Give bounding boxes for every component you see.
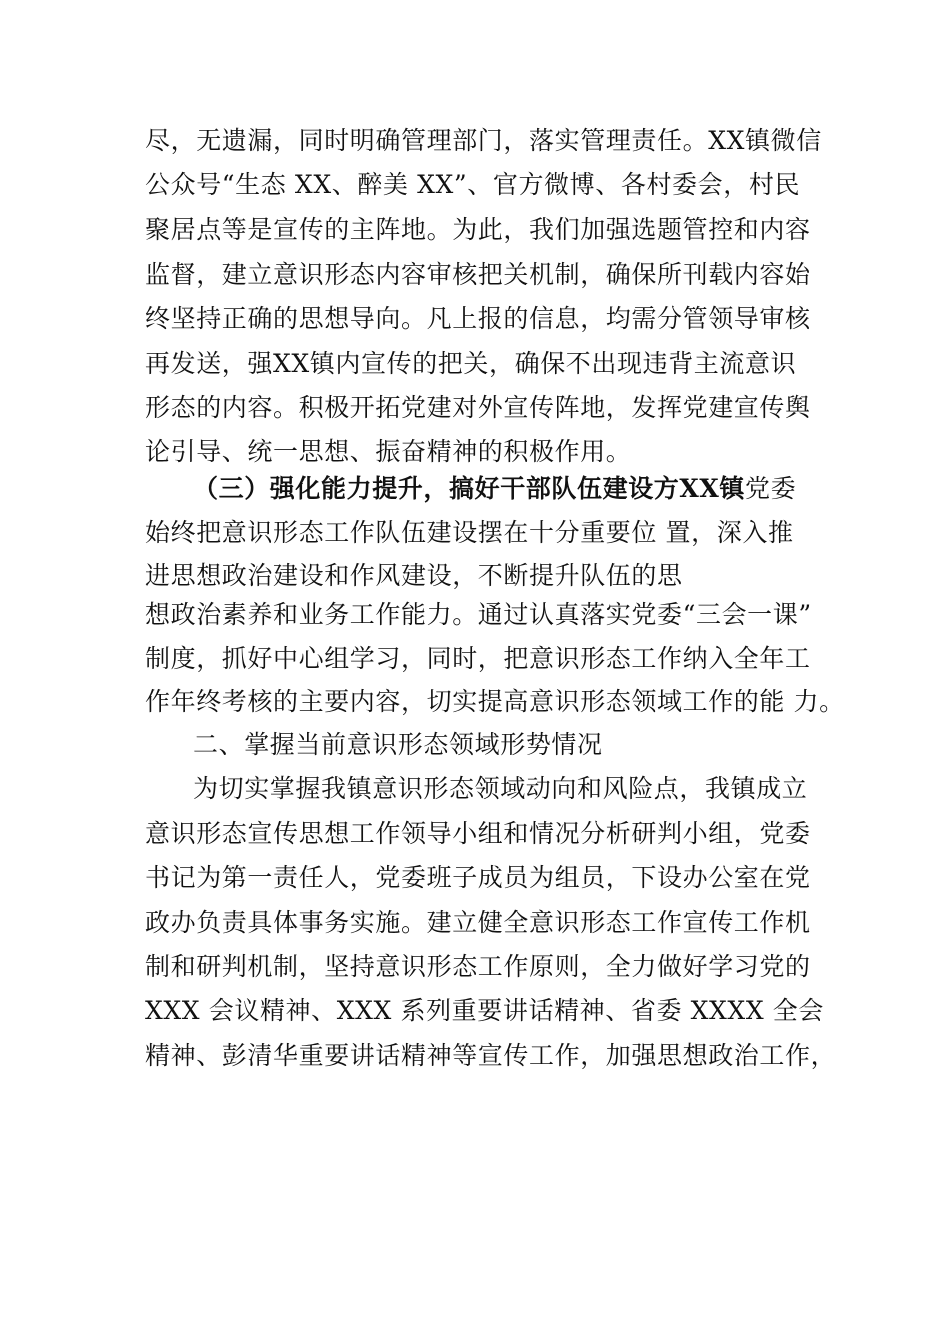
paragraph-line: 制度，抓好中心组学习，同时，把意识形态工作纳入全年工 xyxy=(145,644,811,673)
paragraph-line: 作年终考核的主要内容，切实提高意识形态领域工作的能 力。 xyxy=(145,687,845,716)
paragraph-line: 论引导、统一思想、振奋精神的积极作用。 xyxy=(145,437,632,466)
paragraph-line: 想政治素养和业务工作能力。通过认真落实党委“三会一课” xyxy=(145,600,812,629)
section-heading: 二、掌握当前意识形态领域形势情况 xyxy=(193,730,603,759)
section-heading-line xyxy=(193,470,796,508)
section-heading-tail: 党委 xyxy=(745,474,797,503)
paragraph-line: XXX 会议精神、XXX 系列重要讲话精神、省委 XXXX 全会 xyxy=(145,996,824,1025)
paragraph-line: 始终把意识形态工作队伍建设摆在十分重要位 置，深入推 xyxy=(145,518,794,547)
paragraph-line: 政办负责具体事务实施。建立健全意识形态工作宣传工作机 xyxy=(145,908,811,937)
paragraph-line: 为切实掌握我镇意识形态领域动向和风险点，我镇成立 xyxy=(193,774,808,803)
paragraph-line: 再发送，强XX镇内宣传的把关，确保不出现违背主流意识 xyxy=(145,349,797,378)
paragraph-line: 聚居点等是宣传的主阵地。为此，我们加强选题管控和内容 xyxy=(145,215,811,244)
paragraph-line: 制和研判机制，坚持意识形态工作原则，全力做好学习党的 xyxy=(145,952,811,981)
paragraph-line: 精神、彭清华重要讲话精神等宣传工作，加强思想政治工作， xyxy=(145,1041,837,1070)
paragraph-line: 书记为第一责任人，党委班子成员为组员，下设办公室在党 xyxy=(145,863,811,892)
paragraph-line: 监督，建立意识形态内容审核把关机制，确保所刊载内容始 xyxy=(145,260,811,289)
paragraph-line: 尽，无遗漏，同时明确管理部门，落实管理责任。XX镇微信 xyxy=(145,126,822,155)
section-heading: （三）强化能力提升，搞好干部队伍建设方XX镇 xyxy=(193,474,745,503)
paragraph-line: 终坚持正确的思想导向。凡上报的信息，均需分管领导审核 xyxy=(145,304,811,333)
paragraph-line: 公众号“生态 XX、醉美 XX”、官方微博、各村委会，村民 xyxy=(145,170,801,199)
paragraph-line: 进思想政治建设和作风建设，不断提升队伍的思 xyxy=(145,561,683,590)
paragraph-line: 意识形态宣传思想工作领导小组和情况分析研判小组，党委 xyxy=(145,819,811,848)
paragraph-line: 形态的内容。积极开拓党建对外宣传阵地，发挥党建宣传舆 xyxy=(145,393,811,422)
